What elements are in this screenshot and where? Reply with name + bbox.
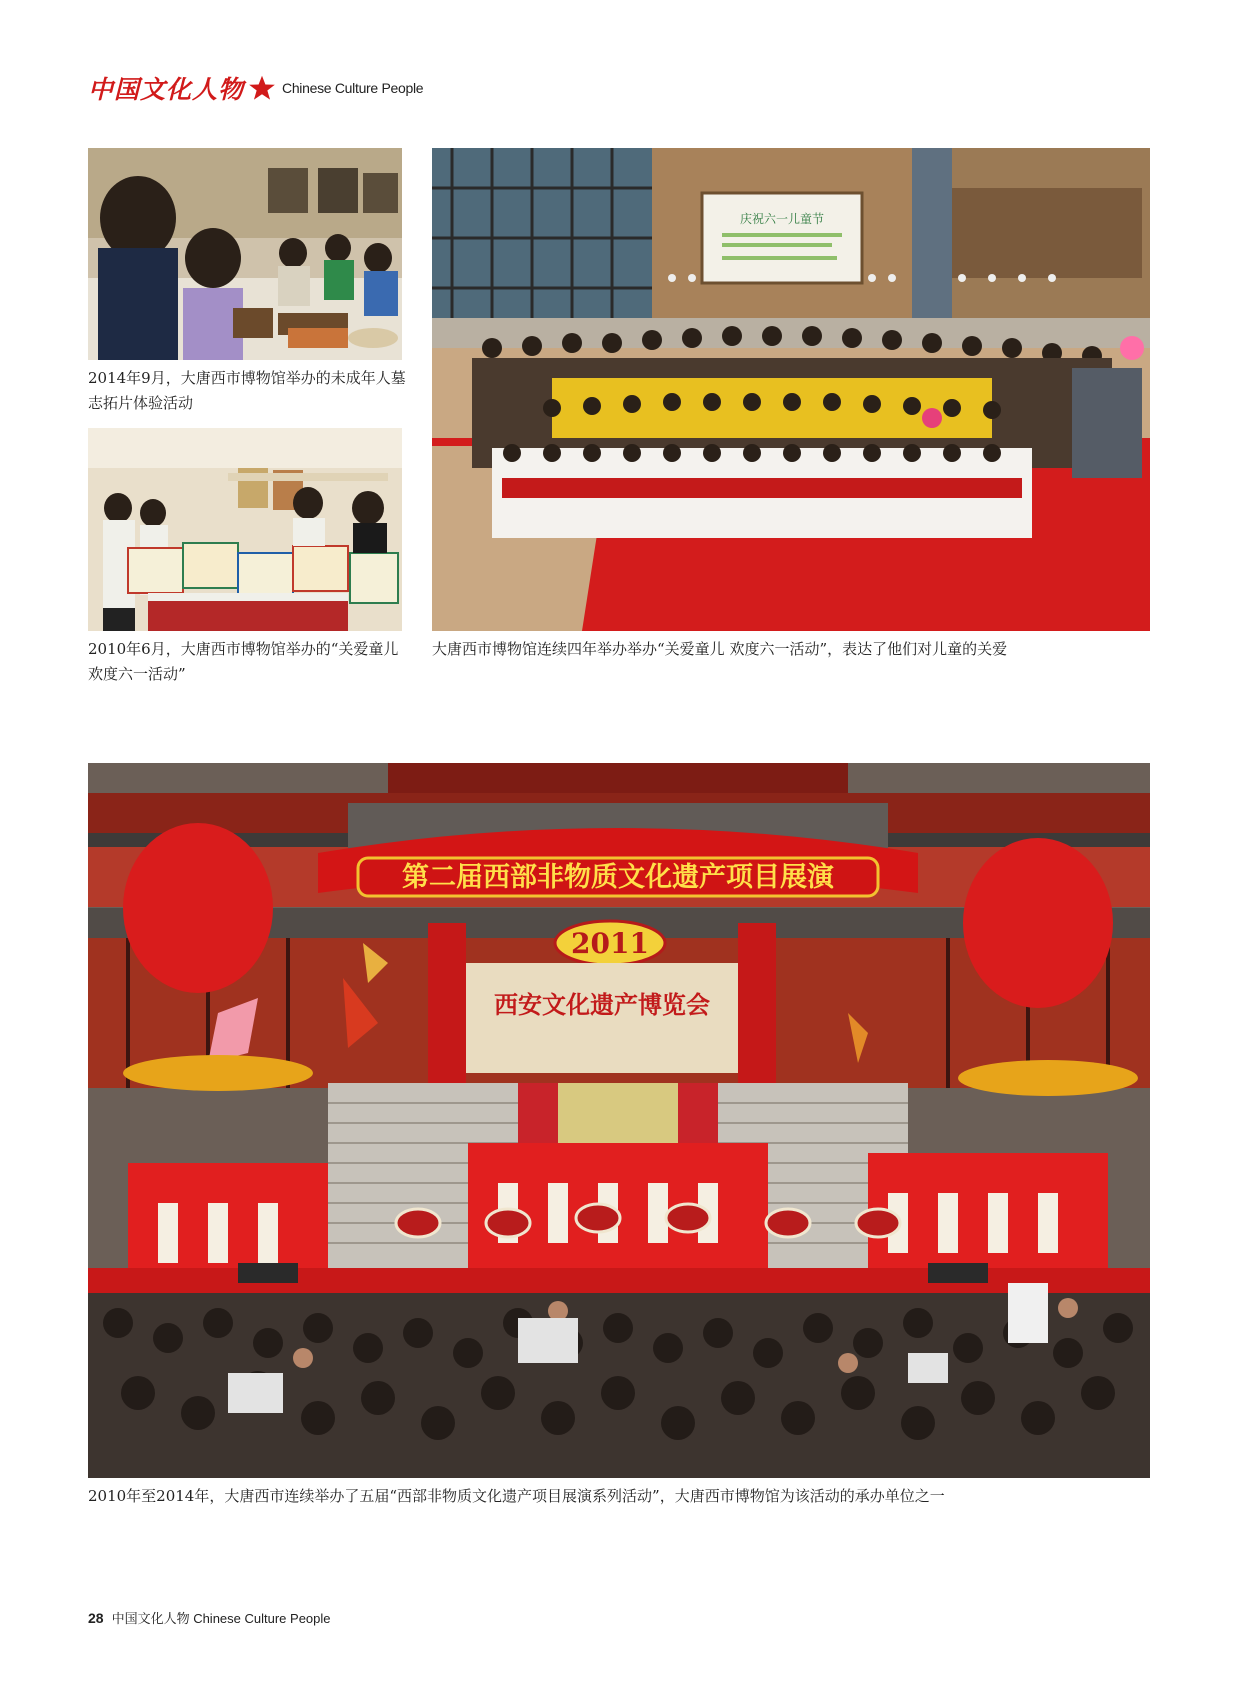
page-number: 28 xyxy=(88,1610,104,1626)
footer-publication-title: 中国文化人物 Chinese Culture People xyxy=(111,1611,331,1626)
masthead-title-cn: 中国文化人物 xyxy=(88,75,245,104)
rubbing-activity-caption: 2014年9月，大唐西市博物馆举办的未成年人墓志拓片体验活动 xyxy=(88,369,406,412)
rubbing-activity-photo xyxy=(88,148,402,360)
group-screen-text: 庆祝六一儿童节 xyxy=(739,212,825,226)
festival-banner-title: 第二届西部非物质文化遗产项目展演 xyxy=(402,862,834,893)
children-day-group-photo xyxy=(432,148,1150,631)
page-footer xyxy=(88,1608,331,1627)
masthead-title-en: Chinese Culture People xyxy=(282,80,424,96)
masthead xyxy=(88,72,423,104)
children-drawings-caption: 2010年6月，大唐西市博物馆举办的“关爱童儿 欢度六一活动” xyxy=(88,640,399,683)
festival-caption: 2010年至2014年，大唐西市连续举办了五届“西部非物质文化遗产项目展演系列活动”，大唐西市博物馆为该活动的承办单位之一 xyxy=(88,1487,945,1505)
children-day-group-caption: 大唐西市博物馆连续四年举办举办“关爱童儿 欢度六一活动”，表达了他们对儿童的关爱 xyxy=(432,640,1008,658)
red-star-icon xyxy=(248,74,276,102)
children-drawings-photo xyxy=(88,428,402,631)
festival-banner-year: 2011 xyxy=(571,927,649,960)
festival-performance-photo xyxy=(88,763,1150,1478)
festival-banner-subtitle: 西安文化遗产博览会 xyxy=(494,990,710,1019)
